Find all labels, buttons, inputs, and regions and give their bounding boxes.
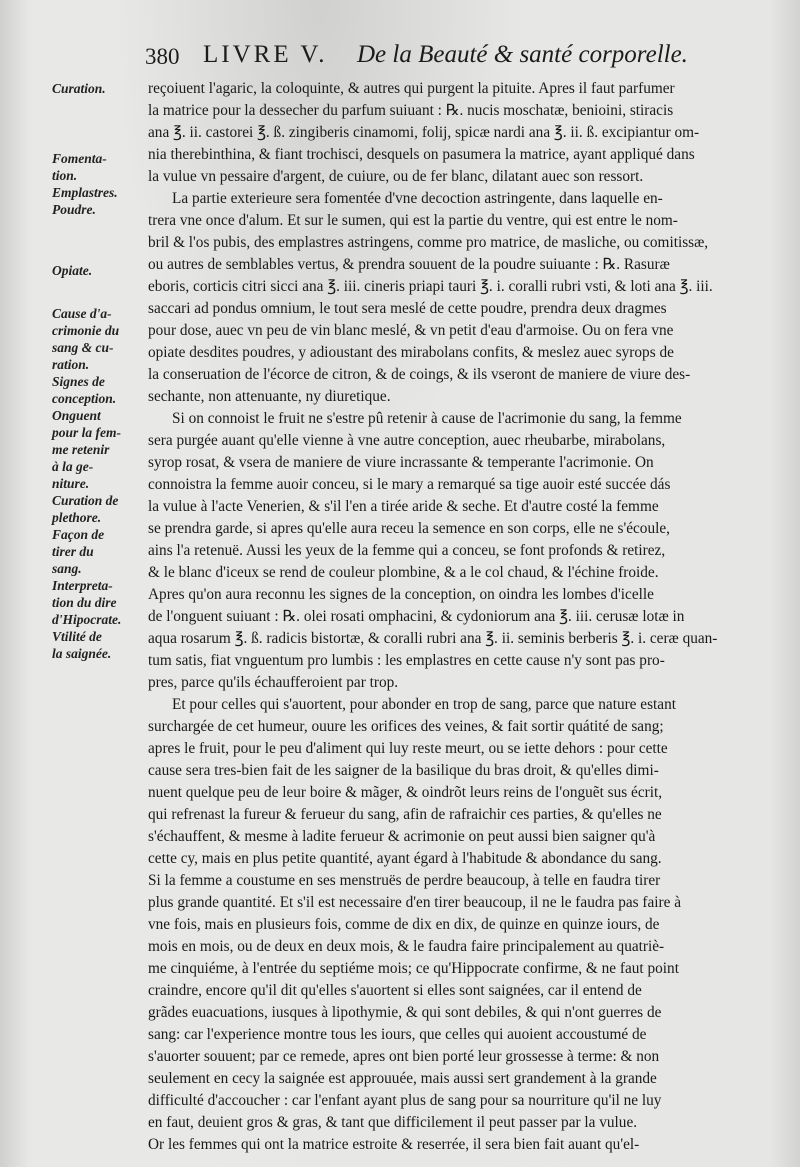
text-line: Or les femmes qui ont la matrice estroite & reserrée, il sera bien fait auant qu'el- (148, 1136, 640, 1153)
text-line: cette cy, mais en plus petite quantité, ayant égard à l'habitude & abondance du sang. (148, 850, 662, 867)
running-header (145, 38, 795, 74)
margin-line: pour la fem- (52, 425, 121, 440)
text-line: craindre, encore qu'il dit qu'elles s'auortent si elles sont saignées, car il entend de (148, 982, 642, 999)
text-line: tum satis, fiat vnguentum pro lumbis : les emplastres en cette cause n'y sont pas pro- (148, 652, 665, 669)
margin-line: Onguent (52, 408, 101, 423)
text-line: sechante, non attenuante, ny diuretique. (148, 388, 391, 405)
text-line: saccari ad pondus omnium, le tout sera meslé de cette poudre, prendra deux dragmes (148, 300, 667, 317)
margin-line: ration. (52, 357, 90, 372)
margin-line: Signes de (52, 374, 105, 389)
margin-line: niture. (52, 476, 90, 491)
text-line: la matrice pour la dessecher du parfum suiuant : ℞. nucis moschatæ, benioini, stiracis (148, 102, 674, 119)
text-line: apres le fruit, pour le peu d'aliment qui luy reste meurt, ou se iette dehors : pour cette (148, 740, 668, 757)
margin-line: me retenir (52, 442, 110, 457)
text-line: nia therebinthina, & fiant trochisci, desquels on pasumera la matrice, ayant appliqué dans (148, 146, 695, 163)
text-line: Si on connoist le fruit ne s'estre pû retenir à cause de l'acrimonie du sang, la femme (172, 410, 682, 427)
margin-line: Poudre. (52, 202, 96, 217)
text-line: me cinquiéme, à l'entrée du septiéme mois; ce qu'Hippocrate confirme, & ne faut point (148, 960, 679, 977)
margin-line: Façon de (52, 527, 105, 542)
text-line: ains l'a retenuë. Aussi les yeux de la femme qui a conceu, se font profonds & retirez, (148, 542, 666, 559)
margin-line: Curation de (52, 493, 119, 508)
text-line: syrop rosat, & vsera de maniere de viure incrassante & temperante l'acrimonie. On (148, 454, 654, 471)
text-line: La partie exterieure sera fomentée d'vne decoction astringente, dans laquelle en- (172, 190, 663, 207)
text-line: connoistra la femme auoir conceu, si le mary a remarqué sa tige auoir esté succée dás (148, 476, 671, 493)
text-line: Si la femme a coustume en ses menstruës de perdre beaucoup, à telle en faudra tirer (148, 872, 661, 889)
text-line: Apres qu'on aura reconnu les signes de la conception, on oindra les lombes d'icelle (148, 586, 654, 603)
text-line: de l'onguent suiuant : ℞. olei rosati omphacini, & cydoniorum ana ℥. iii. cerusæ lotæ in (148, 608, 685, 625)
text-line: & le blanc d'iceux se rend de couleur plombine, & a le col chaud, & l'échine froide. (148, 564, 659, 581)
margin-note-curation (52, 80, 152, 97)
text-line: eboris, corticis citri sicci ana ℥. iii. cineris priapi tauri ℥. i. coralli rubri vsti, & loti ana ℥. iii. (148, 278, 713, 295)
text-line: opiate desdites poudres, y adioustant des mirabolans confits, & meslez auec syrops de (148, 344, 674, 361)
margin-line: Fomenta- (52, 151, 107, 166)
margin-line: sang & cu- (52, 340, 114, 355)
text-line: ana ℥. ii. castorei ℥. ß. zingiberis cinamomi, folij, spicæ nardi ana ℥. ii. ß. excipiantur om- (148, 124, 700, 141)
text-line: grãdes euacuations, iusques à lipothymie, & qui sont debiles, & qui n'ont guerres de (148, 1004, 662, 1021)
text-line: aqua rosarum ℥. ß. radicis bistortæ, & coralli rubri ana ℥. ii. seminis berberis ℥. i. ceræ quan- (148, 630, 718, 647)
text-line: nuent quelque peu de leur boire & mãger, & oindrõt leurs reins de l'onguẽt sus écrit, (148, 784, 663, 801)
page-number: 380 (145, 44, 180, 69)
text-line: sang: car l'experience montre tous les iours, que celles qui auoient accoustumé de (148, 1026, 647, 1043)
margin-line: Opiate. (52, 263, 93, 278)
running-title: De la Beauté & santé corporelle. (357, 41, 688, 68)
book-number: LIVRE V. (203, 41, 328, 68)
text-line: mois en mois, ou de deux en deux mois, & le faudra faire principalement au quatriè- (148, 938, 665, 955)
margin-line: plethore. (52, 510, 102, 525)
text-line: difficulté d'accoucher : car l'enfant ayant plus de sang pour sa nourriture qu'il ne luy (148, 1092, 662, 1109)
margin-line: Cause d'a- (52, 306, 112, 321)
text-line: ou autres de semblables vertus, & prendra souuent de la poudre suiuante : ℞. Rasuræ (148, 256, 670, 273)
text-line: cause sera tres-bien fait de les saigner de la basilique du bras droit, & qu'elles dimi- (148, 762, 659, 779)
margin-line: d'Hipocrate. (52, 612, 122, 627)
text-line: bril & l'os pubis, des emplastres astringens, comme pro matrice, de masliche, ou comitissæ, (148, 234, 709, 251)
text-line: plus grande quantité. Et s'il est necessaire d'en tirer beaucoup, il ne le faudra pas faire à (148, 894, 682, 911)
margin-line: Interpreta- (52, 578, 113, 593)
margin-line: tion du dire (52, 595, 117, 610)
margin-line: Emplastres. (52, 185, 118, 200)
text-line: s'auorter souuent; par ce remede, apres ont bien porté leur grossesse à terme: & non (148, 1048, 660, 1065)
text-line: surchargée de cet humeur, ouure les orifices des veines, & fait sortir quátité de sang; (148, 718, 664, 735)
margin-line: crimonie du (52, 323, 120, 338)
text-line: la vulue à l'acte Venerien, & s'il l'en a tirée aride & seche. Et d'autre costé la femme (148, 498, 659, 515)
text-line: vne fois, mais en plusieurs fois, comme de dix en dix, de quinze en quinze iours, de (148, 916, 660, 933)
text-line: trera vne once d'alum. Et sur le sumen, qui est la partie du ventre, qui est entre le nom- (148, 212, 678, 229)
text-line: pour dose, auec vn peu de vin blanc meslé, & vn petit d'eau d'armoise. Ou on fera vne (148, 322, 674, 339)
main-text (148, 78, 794, 1167)
margin-line: la saignée. (52, 646, 112, 661)
text-line: la vulue vn pessaire d'argent, de cuiure, ou de fer blanc, dilatant auec son ressort. (148, 168, 644, 185)
text-line: reçoiuent l'agaric, la coloquinte, & autres qui purgent la pituite. Apres il faut parfumer (148, 80, 675, 97)
margin-note-causes (52, 305, 152, 662)
margin-line: tion. (52, 168, 78, 183)
text-line: seulement en cecy la saignée est approuuée, mais aussi sert grandement à la grande (148, 1070, 657, 1087)
margin-note-opiate (52, 262, 152, 279)
text-line: pres, parce qu'ils échaufferoient par trop. (148, 674, 399, 691)
text-line: Et pour celles qui s'auortent, pour abonder en trop de sang, parce que nature estant (172, 696, 676, 713)
margin-line: à la ge- (52, 459, 94, 474)
text-line: s'échauffent, & mesme à ladite ferueur & acrimonie on peut aussi bien saigner qu'à (148, 828, 656, 845)
margin-line: Curation. (52, 81, 106, 96)
margin-line: sang. (52, 561, 82, 576)
margin-line: Vtilité de (52, 629, 102, 644)
text-line: la conseruation de l'écorce de citron, & de coings, & ils vseront de maniere de viure des- (148, 366, 691, 383)
margin-line: conception. (52, 391, 117, 406)
margin-note-fomentation (52, 150, 152, 218)
text-line: sera purgée auant qu'elle vienne à vne autre conception, auec rheubarbe, mirabolans, (148, 432, 666, 449)
text-line: en faut, deuient gros & gras, & tant que difficilement il peut passer par la vulue. (148, 1114, 638, 1131)
text-line: qui refrenast la fureur & ferueur du sang, afin de rafraichir ces parties, & qu'elles ne (148, 806, 662, 823)
text-line: se prendra garde, si apres qu'elle aura receu la semence en son corps, elle ne s'écoule, (148, 520, 670, 537)
text-line (148, 1156, 794, 1167)
margin-line: tirer du (52, 544, 94, 559)
